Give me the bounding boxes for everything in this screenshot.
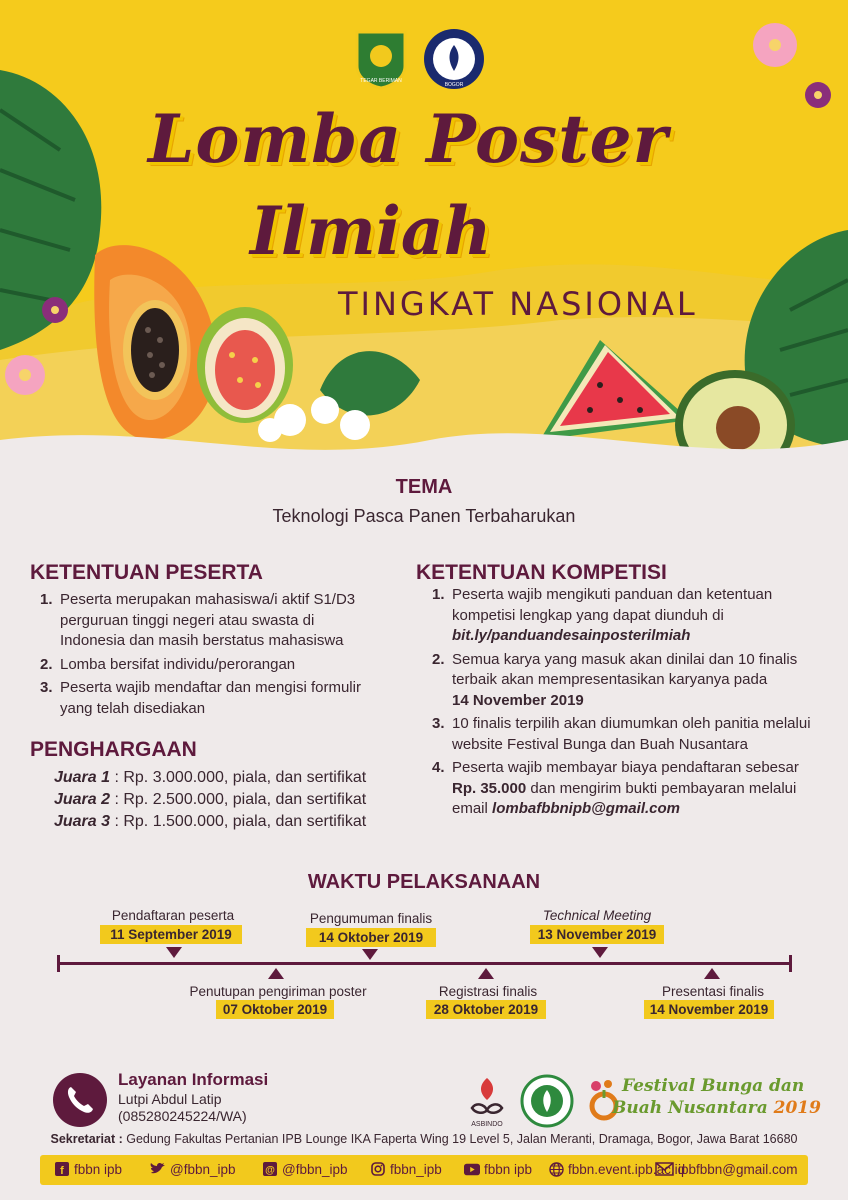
globe-icon — [548, 1161, 564, 1177]
tema-text: Teknologi Pasca Panen Terbaharukan — [272, 506, 576, 526]
timeline-start-tick — [57, 955, 60, 972]
asbindo-logo — [462, 1074, 512, 1128]
waktu-heading: WAKTU PELAKSANAAN — [307, 871, 541, 893]
timeline-marker — [478, 968, 494, 979]
contact-name: Lutpi Abdul Latip — [118, 1091, 222, 1107]
poster-subtitle: TINGKAT NASIONAL — [338, 285, 698, 323]
peserta-item: 2. Lomba bersifat individu/perorangan — [40, 655, 296, 673]
timeline-event-date: 14 Oktober 2019 — [306, 928, 436, 947]
kompetisi-item: 4. Peserta wajib membayar biaya pendaftaran sebesar Rp. 35.000 dan mengirim bukti pembayaran melalui email lombafbbnipb@gmail.com — [432, 759, 799, 817]
facebook-icon — [54, 1161, 70, 1177]
kompetisi-item: 3. 10 finalis terpilih akan diumumkan oleh panitia melalui website Festival Bunga dan Buah Nusantara — [432, 715, 811, 753]
kabupaten-bogor-logo — [352, 28, 410, 90]
timeline-marker — [268, 968, 284, 979]
instagram-link[interactable]: fbbn_ipb — [370, 1161, 442, 1177]
timeline-marker — [704, 968, 720, 979]
peserta-item: 3. Peserta wajib mendaftar dan mengisi formulir yang telah disediakan — [40, 679, 361, 717]
youtube-link[interactable]: fbbn ipb — [464, 1161, 532, 1177]
panduan-link[interactable]: bit.ly/panduandesainposterilmiah — [452, 627, 691, 644]
line-link[interactable]: @ @fbbn_ipb — [262, 1161, 348, 1177]
timeline-event-label: Pendaftaran peserta — [111, 908, 235, 923]
twitter-icon — [150, 1161, 166, 1177]
svg-text:BOGOR: BOGOR — [444, 82, 464, 88]
poster-title-line2: Ilmiah — [250, 192, 492, 270]
guava-illustration — [197, 307, 293, 423]
registration-email-link[interactable]: lombafbbnipb@gmail.com — [492, 800, 680, 817]
prize-row: Juara 2 : Rp. 2.500.000, piala, dan sertifikat — [53, 791, 367, 808]
timeline-marker — [166, 947, 182, 958]
phone-icon — [52, 1072, 108, 1128]
festival-name-line2: Buah Nusantara 2019 — [612, 1098, 821, 1118]
peserta-heading: KETENTUAN PESERTA — [30, 561, 263, 584]
himpunan-logo — [520, 1074, 574, 1128]
peserta-list — [40, 590, 380, 722]
pink-flower-left — [5, 355, 45, 395]
timeline-event-date: 28 Oktober 2019 — [426, 1000, 546, 1019]
peserta-item: 1. Peserta merupakan mahasiswa/i aktif S1/D3 perguruan tinggi negeri atau swasta di Indonesia dan masih berstatus mahasiswa — [40, 591, 356, 649]
purple-flower-left — [42, 297, 68, 323]
contact-phone: (085280245224/WA) — [118, 1108, 247, 1124]
instagram-icon — [370, 1161, 386, 1177]
kompetisi-item: 2. Semua karya yang masuk akan dinilai dan 10 finalis terbaik akan mempresentasikan karyanya pada 14 November 2019 — [432, 650, 798, 709]
festival-name-line1: Festival Bunga dan — [622, 1076, 805, 1096]
timeline-marker — [592, 947, 608, 958]
kompetisi-heading: KETENTUAN KOMPETISI — [416, 561, 667, 584]
svg-text:TEGAR BERIMAN: TEGAR BERIMAN — [360, 78, 402, 84]
mail-icon — [654, 1161, 674, 1177]
website-link[interactable]: fbbn.event.ipb.ac.id — [548, 1161, 685, 1177]
ipb-logo — [422, 27, 486, 91]
timeline-event-label: Presentasi finalis — [661, 984, 765, 999]
facebook-link[interactable]: f fbbn ipb — [54, 1161, 122, 1177]
timeline-event-date: 14 November 2019 — [644, 1000, 774, 1019]
timeline-event-label: Technical Meeting — [542, 908, 652, 923]
svg-text:f: f — [60, 1165, 64, 1176]
kompetisi-item: 1. Peserta wajib mengikuti panduan dan ketentuan kompetisi lengkap yang dapat diunduh di bit.ly/panduandesainposterilmiah — [432, 586, 773, 644]
prize-row: Juara 3 : Rp. 1.500.000, piala, dan sertifikat — [53, 813, 367, 830]
purple-flower-right — [805, 82, 831, 108]
timeline-event-label: Pengumuman finalis — [309, 911, 433, 926]
penghargaan-heading: PENGHARGAAN — [30, 738, 197, 761]
twitter-link[interactable]: @fbbn_ipb — [150, 1161, 236, 1177]
timeline-line — [58, 962, 792, 965]
kompetisi-list — [432, 585, 817, 823]
email-link[interactable]: ipbfbbn@gmail.com — [654, 1161, 798, 1177]
timeline-event-label: Registrasi finalis — [438, 984, 538, 999]
svg-text:@: @ — [265, 1165, 275, 1176]
sekretariat-address: Sekretariat : Gedung Fakultas Pertanian IPB Lounge IKA Faperta Wing 19 Level 5, Jalan Meranti, Dramaga, Bogor, Jawa Barat 16680 — [50, 1132, 798, 1146]
contact-heading: Layanan Informasi — [118, 1070, 269, 1089]
pink-flower-right — [753, 23, 797, 67]
timeline-event-date: 11 September 2019 — [100, 925, 242, 944]
tema-heading: TEMA — [395, 476, 453, 498]
youtube-icon — [464, 1161, 480, 1177]
social-footer-bar — [40, 1155, 808, 1185]
timeline-event-date: 13 November 2019 — [530, 925, 664, 944]
timeline-event-label: Penutupan pengiriman poster — [189, 984, 367, 999]
timeline-marker — [362, 949, 378, 960]
prize-row: Juara 1 : Rp. 3.000.000, piala, dan sertifikat — [53, 769, 367, 786]
at-sign-icon — [262, 1161, 278, 1177]
poster-title-line1: Lomba Poster — [148, 100, 669, 178]
timeline-event-date: 07 Oktober 2019 — [216, 1000, 334, 1019]
timeline-end-tick — [789, 955, 792, 972]
svg-text:ASBINDO: ASBINDO — [471, 1121, 503, 1128]
